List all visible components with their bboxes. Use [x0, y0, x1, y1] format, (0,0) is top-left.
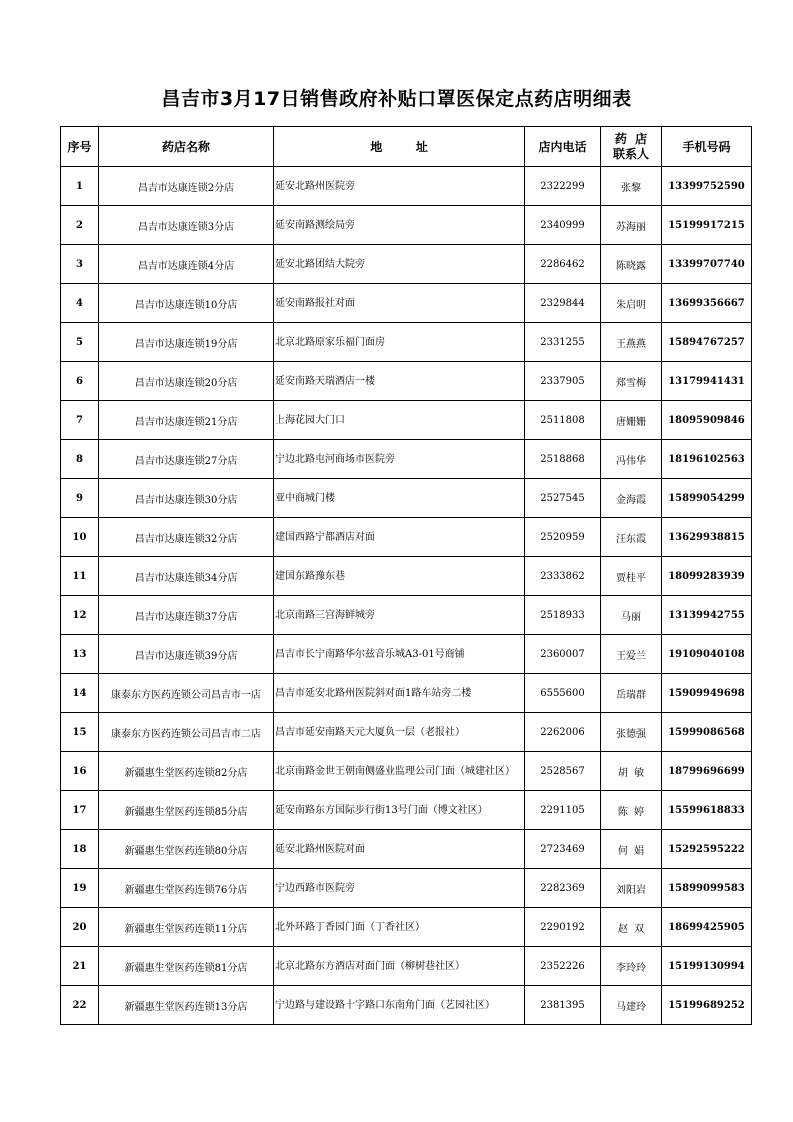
- table-row: [61, 869, 752, 908]
- cell-address: 上海花园大门口: [274, 401, 525, 440]
- cell-mobile: 18196102563: [662, 440, 752, 479]
- cell-tel: 2286462: [525, 245, 601, 284]
- cell-tel: 2337905: [525, 362, 601, 401]
- cell-tel: 2322299: [525, 167, 601, 206]
- cell-contact: 胡 敏: [601, 752, 662, 791]
- cell-tel: 2340999: [525, 206, 601, 245]
- cell-name: 昌吉市达康连锁27分店: [99, 440, 274, 479]
- cell-name: 昌吉市达康连锁20分店: [99, 362, 274, 401]
- cell-contact: 汪东霞: [601, 518, 662, 557]
- cell-tel: 2360007: [525, 635, 601, 674]
- cell-no: 19: [61, 869, 99, 908]
- cell-mobile: 15599618833: [662, 791, 752, 830]
- header-no: 序号: [61, 127, 99, 167]
- cell-address: 延安南路天瑞酒店一楼: [274, 362, 525, 401]
- cell-address: 宁边北路屯河商场市医院旁: [274, 440, 525, 479]
- cell-address: 宁边路与建设路十字路口东南角门面（艺园社区）: [274, 986, 525, 1025]
- pharmacy-table: [60, 126, 752, 1025]
- cell-tel: 2518933: [525, 596, 601, 635]
- cell-no: 18: [61, 830, 99, 869]
- table-row: [61, 167, 752, 206]
- cell-contact: 冯伟华: [601, 440, 662, 479]
- table-row: [61, 635, 752, 674]
- cell-mobile: 18095909846: [662, 401, 752, 440]
- cell-mobile: 15909949698: [662, 674, 752, 713]
- cell-address: 延安南路测绘局旁: [274, 206, 525, 245]
- cell-tel: 2723469: [525, 830, 601, 869]
- cell-tel: 2520959: [525, 518, 601, 557]
- cell-mobile: 13629938815: [662, 518, 752, 557]
- cell-address: 北京北路东方酒店对面门面（柳树巷社区）: [274, 947, 525, 986]
- cell-address: 延安北路州医院对面: [274, 830, 525, 869]
- table-row: [61, 713, 752, 752]
- cell-contact: 张德强: [601, 713, 662, 752]
- cell-name: 新疆惠生堂医药连锁82分店: [99, 752, 274, 791]
- cell-name: 昌吉市达康连锁3分店: [99, 206, 274, 245]
- cell-tel: 6555600: [525, 674, 601, 713]
- table-row: [61, 323, 752, 362]
- header-contact: [601, 127, 662, 167]
- table-row: [61, 791, 752, 830]
- cell-contact: 郑雪梅: [601, 362, 662, 401]
- cell-tel: 2352226: [525, 947, 601, 986]
- cell-name: 新疆惠生堂医药连锁85分店: [99, 791, 274, 830]
- cell-contact: 刘阳岩: [601, 869, 662, 908]
- cell-no: 10: [61, 518, 99, 557]
- cell-name: 昌吉市达康连锁2分店: [99, 167, 274, 206]
- cell-name: 昌吉市达康连锁32分店: [99, 518, 274, 557]
- cell-mobile: 18799696699: [662, 752, 752, 791]
- cell-contact: 何 娟: [601, 830, 662, 869]
- cell-contact: 赵 双: [601, 908, 662, 947]
- table-row: [61, 752, 752, 791]
- header-address: 地 址: [274, 127, 525, 167]
- cell-tel: 2518868: [525, 440, 601, 479]
- cell-mobile: 13399707740: [662, 245, 752, 284]
- cell-name: 新疆惠生堂医药连锁76分店: [99, 869, 274, 908]
- cell-address: 北京北路原家乐福门面房: [274, 323, 525, 362]
- cell-no: 6: [61, 362, 99, 401]
- cell-address: 北京南路三宫海鲜城旁: [274, 596, 525, 635]
- cell-no: 5: [61, 323, 99, 362]
- cell-address: 延安北路州医院旁: [274, 167, 525, 206]
- cell-address: 北外环路丁香园门面（丁香社区）: [274, 908, 525, 947]
- cell-contact: 陈晓露: [601, 245, 662, 284]
- cell-tel: 2511808: [525, 401, 601, 440]
- table-row: [61, 401, 752, 440]
- cell-contact: 陈 婷: [601, 791, 662, 830]
- cell-tel: 2381395: [525, 986, 601, 1025]
- page-title: 昌吉市3月17日销售政府补贴口罩医保定点药店明细表: [161, 88, 632, 110]
- cell-mobile: 18699425905: [662, 908, 752, 947]
- cell-name: 昌吉市达康连锁39分店: [99, 635, 274, 674]
- cell-no: 7: [61, 401, 99, 440]
- cell-name: 新疆惠生堂医药连锁11分店: [99, 908, 274, 947]
- cell-tel: 2331255: [525, 323, 601, 362]
- cell-mobile: 15899099583: [662, 869, 752, 908]
- cell-mobile: 18099283939: [662, 557, 752, 596]
- cell-no: 22: [61, 986, 99, 1025]
- cell-address: 亚中商城门楼: [274, 479, 525, 518]
- cell-contact: 贾桂平: [601, 557, 662, 596]
- cell-no: 9: [61, 479, 99, 518]
- cell-no: 17: [61, 791, 99, 830]
- cell-no: 13: [61, 635, 99, 674]
- cell-address: 延安南路东方国际步行街13号门面（博文社区）: [274, 791, 525, 830]
- cell-mobile: 15894767257: [662, 323, 752, 362]
- table-row: [61, 245, 752, 284]
- cell-name: 昌吉市达康连锁19分店: [99, 323, 274, 362]
- cell-name: 昌吉市达康连锁21分店: [99, 401, 274, 440]
- cell-address: 昌吉市长宁南路华尔兹音乐城A3-01号商铺: [274, 635, 525, 674]
- cell-name: 新疆惠生堂医药连锁81分店: [99, 947, 274, 986]
- cell-mobile: 13399752590: [662, 167, 752, 206]
- cell-no: 20: [61, 908, 99, 947]
- cell-tel: 2262006: [525, 713, 601, 752]
- cell-contact: 张黎: [601, 167, 662, 206]
- cell-name: 昌吉市达康连锁30分店: [99, 479, 274, 518]
- table-row: [61, 674, 752, 713]
- table-row: [61, 908, 752, 947]
- cell-name: 昌吉市达康连锁37分店: [99, 596, 274, 635]
- table-row: [61, 479, 752, 518]
- cell-mobile: 13139942755: [662, 596, 752, 635]
- cell-contact: 马丽: [601, 596, 662, 635]
- cell-no: 3: [61, 245, 99, 284]
- cell-contact: 唐姗姗: [601, 401, 662, 440]
- header-contact-line2: 联系人: [612, 146, 649, 161]
- table-row: [61, 986, 752, 1025]
- cell-name: 昌吉市达康连锁4分店: [99, 245, 274, 284]
- cell-name: 昌吉市达康连锁34分店: [99, 557, 274, 596]
- cell-name: 昌吉市达康连锁10分店: [99, 284, 274, 323]
- table-row: [61, 284, 752, 323]
- cell-address: 昌吉市延安北路州医院斜对面1路车站旁二楼: [274, 674, 525, 713]
- cell-no: 16: [61, 752, 99, 791]
- cell-address: 建国东路豫东巷: [274, 557, 525, 596]
- cell-tel: 2329844: [525, 284, 601, 323]
- cell-tel: 2282369: [525, 869, 601, 908]
- cell-mobile: 15999086568: [662, 713, 752, 752]
- cell-tel: 2291105: [525, 791, 601, 830]
- table-row: [61, 947, 752, 986]
- cell-contact: 李玲玲: [601, 947, 662, 986]
- cell-contact: 岳瑞群: [601, 674, 662, 713]
- cell-mobile: 15199130994: [662, 947, 752, 986]
- cell-mobile: 15899054299: [662, 479, 752, 518]
- table-row: [61, 518, 752, 557]
- table-row: [61, 362, 752, 401]
- cell-contact: 马建玲: [601, 986, 662, 1025]
- cell-mobile: 19109040108: [662, 635, 752, 674]
- cell-no: 1: [61, 167, 99, 206]
- cell-address: 北京南路金世王朝南侧盛业监理公司门面（城建社区）: [274, 752, 525, 791]
- header-tel: 店内电话: [525, 127, 601, 167]
- cell-address: 延安南路报社对面: [274, 284, 525, 323]
- cell-no: 4: [61, 284, 99, 323]
- cell-address: 建国西路宁都酒店对面: [274, 518, 525, 557]
- header-contact-line1: 药 店: [614, 131, 648, 146]
- cell-contact: 苏海丽: [601, 206, 662, 245]
- cell-mobile: 13699356667: [662, 284, 752, 323]
- cell-name: 新疆惠生堂医药连锁13分店: [99, 986, 274, 1025]
- cell-address: 延安北路团结大院旁: [274, 245, 525, 284]
- cell-no: 12: [61, 596, 99, 635]
- cell-name: 新疆惠生堂医药连锁80分店: [99, 830, 274, 869]
- header-name: 药店名称: [99, 127, 274, 167]
- cell-contact: 朱启明: [601, 284, 662, 323]
- table-row: [61, 830, 752, 869]
- cell-contact: 王爱兰: [601, 635, 662, 674]
- cell-mobile: 15199917215: [662, 206, 752, 245]
- table-row: [61, 440, 752, 479]
- cell-name: 康泰东方医药连锁公司昌吉市二店: [99, 713, 274, 752]
- cell-no: 11: [61, 557, 99, 596]
- table-row: [61, 557, 752, 596]
- cell-contact: 金海霞: [601, 479, 662, 518]
- cell-tel: 2290192: [525, 908, 601, 947]
- cell-no: 2: [61, 206, 99, 245]
- cell-no: 15: [61, 713, 99, 752]
- table-row: [61, 206, 752, 245]
- cell-no: 21: [61, 947, 99, 986]
- cell-contact: 王燕燕: [601, 323, 662, 362]
- table-row: [61, 596, 752, 635]
- cell-no: 8: [61, 440, 99, 479]
- cell-tel: 2333862: [525, 557, 601, 596]
- cell-name: 康泰东方医药连锁公司昌吉市一店: [99, 674, 274, 713]
- cell-tel: 2528567: [525, 752, 601, 791]
- cell-mobile: 15199689252: [662, 986, 752, 1025]
- table-header-row: [61, 127, 752, 167]
- cell-mobile: 15292595222: [662, 830, 752, 869]
- header-mobile: 手机号码: [662, 127, 752, 167]
- cell-address: 宁边西路市医院旁: [274, 869, 525, 908]
- cell-address: 昌吉市延安南路天元大厦负一层（老报社）: [274, 713, 525, 752]
- cell-tel: 2527545: [525, 479, 601, 518]
- cell-mobile: 13179941431: [662, 362, 752, 401]
- cell-no: 14: [61, 674, 99, 713]
